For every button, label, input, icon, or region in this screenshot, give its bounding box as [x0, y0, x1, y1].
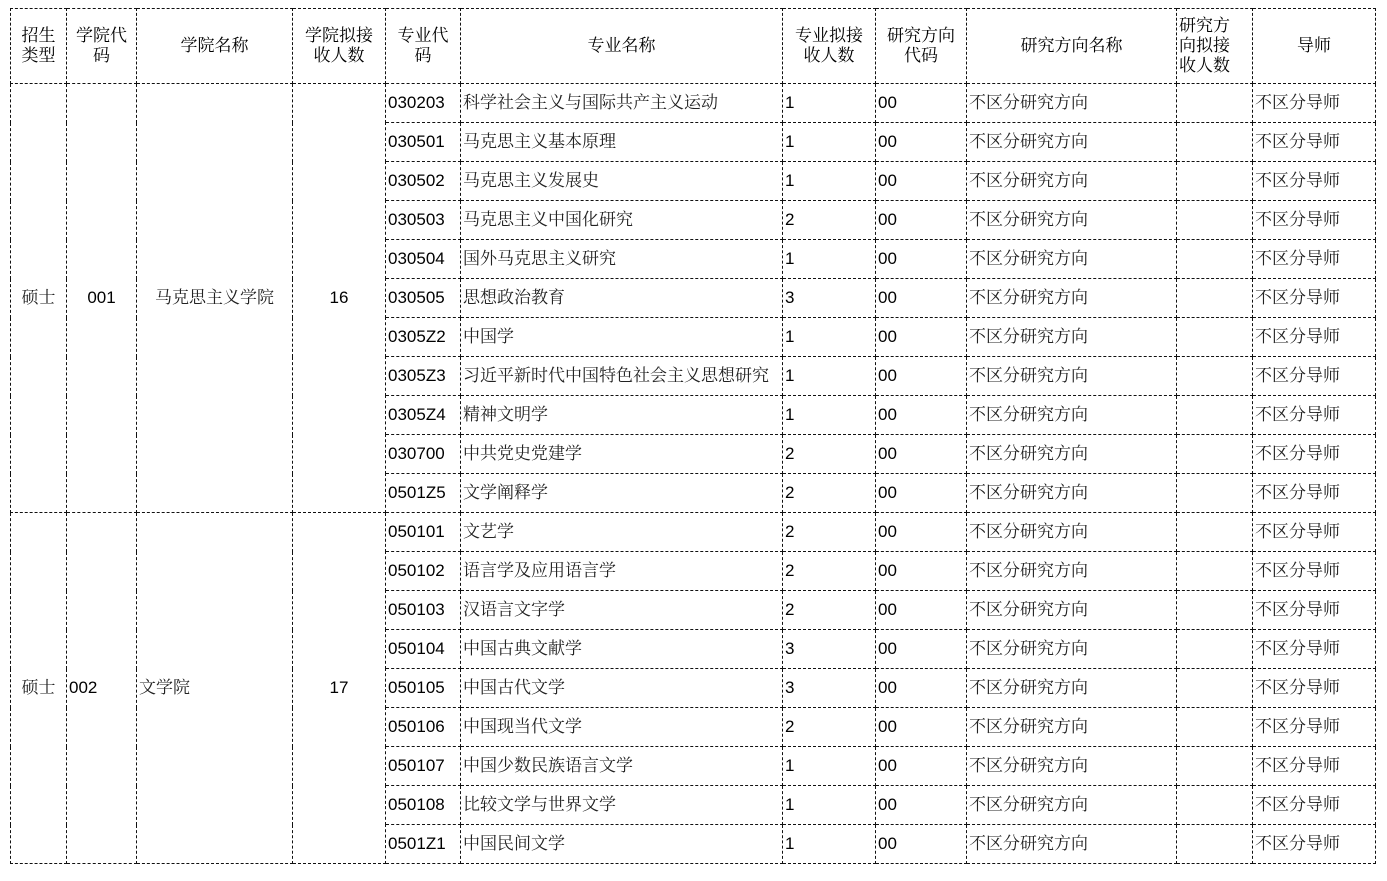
- cell-major-code: 0305Z2: [386, 318, 461, 357]
- cell-major-quota: 2: [783, 201, 876, 240]
- header-type: 招生 类型: [11, 9, 67, 84]
- cell-supervisor: 不区分导师: [1253, 513, 1376, 552]
- cell-direction-name: 不区分研究方向: [967, 396, 1177, 435]
- header-supervisor: 导师: [1253, 9, 1376, 84]
- cell-direction-code: 00: [876, 747, 967, 786]
- cell-major-name: 精神文明学: [461, 396, 783, 435]
- cell-major-name: 习近平新时代中国特色社会主义思想研究: [461, 357, 783, 396]
- cell-college-name: 马克思主义学院: [137, 84, 293, 513]
- cell-direction-name: 不区分研究方向: [967, 357, 1177, 396]
- cell-direction-code: 00: [876, 825, 967, 864]
- table-row: [11, 84, 1376, 123]
- cell-major-quota: 1: [783, 786, 876, 825]
- cell-major-code: 050108: [386, 786, 461, 825]
- cell-major-code: 030505: [386, 279, 461, 318]
- header-direction-quota: 研究方 向拟接 收人数: [1177, 9, 1253, 84]
- cell-direction-code: 00: [876, 591, 967, 630]
- cell-direction-name: 不区分研究方向: [967, 123, 1177, 162]
- cell-direction-name: 不区分研究方向: [967, 747, 1177, 786]
- cell-supervisor: 不区分导师: [1253, 240, 1376, 279]
- cell-direction-quota: [1177, 357, 1253, 396]
- cell-major-name: 马克思主义基本原理: [461, 123, 783, 162]
- cell-major-name: 中国学: [461, 318, 783, 357]
- cell-college-quota: 16: [293, 84, 386, 513]
- cell-supervisor: 不区分导师: [1253, 825, 1376, 864]
- cell-major-name: 马克思主义发展史: [461, 162, 783, 201]
- cell-major-code: 050107: [386, 747, 461, 786]
- cell-supervisor: 不区分导师: [1253, 201, 1376, 240]
- cell-supervisor: 不区分导师: [1253, 786, 1376, 825]
- cell-direction-code: 00: [876, 669, 967, 708]
- header-college-code: 学院代 码: [67, 9, 137, 84]
- cell-direction-quota: [1177, 591, 1253, 630]
- cell-admission-type: 硕士: [11, 84, 67, 513]
- cell-direction-name: 不区分研究方向: [967, 591, 1177, 630]
- cell-direction-code: 00: [876, 552, 967, 591]
- cell-supervisor: 不区分导师: [1253, 708, 1376, 747]
- cell-direction-quota: [1177, 396, 1253, 435]
- cell-supervisor: 不区分导师: [1253, 591, 1376, 630]
- cell-major-name: 比较文学与世界文学: [461, 786, 783, 825]
- cell-direction-name: 不区分研究方向: [967, 162, 1177, 201]
- cell-direction-code: 00: [876, 396, 967, 435]
- cell-major-quota: 1: [783, 123, 876, 162]
- cell-direction-quota: [1177, 552, 1253, 591]
- cell-major-name: 思想政治教育: [461, 279, 783, 318]
- cell-supervisor: 不区分导师: [1253, 747, 1376, 786]
- cell-direction-name: 不区分研究方向: [967, 708, 1177, 747]
- admissions-table: [10, 8, 1376, 864]
- cell-major-name: 中国古代文学: [461, 669, 783, 708]
- cell-direction-quota: [1177, 513, 1253, 552]
- cell-major-quota: 1: [783, 240, 876, 279]
- cell-direction-name: 不区分研究方向: [967, 552, 1177, 591]
- table-row: [11, 513, 1376, 552]
- cell-major-name: 文艺学: [461, 513, 783, 552]
- cell-major-quota: 3: [783, 669, 876, 708]
- cell-direction-quota: [1177, 318, 1253, 357]
- cell-admission-type: 硕士: [11, 513, 67, 864]
- cell-direction-name: 不区分研究方向: [967, 240, 1177, 279]
- cell-direction-code: 00: [876, 630, 967, 669]
- cell-major-quota: 1: [783, 825, 876, 864]
- cell-college-quota: 17: [293, 513, 386, 864]
- header-college-quota: 学院拟接 收人数: [293, 9, 386, 84]
- cell-direction-quota: [1177, 786, 1253, 825]
- cell-direction-name: 不区分研究方向: [967, 513, 1177, 552]
- cell-direction-code: 00: [876, 435, 967, 474]
- cell-major-name: 中共党史党建学: [461, 435, 783, 474]
- cell-direction-quota: [1177, 201, 1253, 240]
- cell-major-code: 0501Z1: [386, 825, 461, 864]
- cell-direction-quota: [1177, 279, 1253, 318]
- cell-major-code: 030203: [386, 84, 461, 123]
- cell-direction-quota: [1177, 669, 1253, 708]
- cell-major-name: 科学社会主义与国际共产主义运动: [461, 84, 783, 123]
- cell-direction-name: 不区分研究方向: [967, 318, 1177, 357]
- cell-supervisor: 不区分导师: [1253, 123, 1376, 162]
- cell-major-quota: 1: [783, 396, 876, 435]
- cell-direction-code: 00: [876, 357, 967, 396]
- cell-supervisor: 不区分导师: [1253, 552, 1376, 591]
- header-direction-code: 研究方向 代码: [876, 9, 967, 84]
- cell-major-code: 030501: [386, 123, 461, 162]
- cell-supervisor: 不区分导师: [1253, 630, 1376, 669]
- cell-direction-quota: [1177, 240, 1253, 279]
- cell-major-quota: 1: [783, 357, 876, 396]
- cell-supervisor: 不区分导师: [1253, 162, 1376, 201]
- cell-major-name: 语言学及应用语言学: [461, 552, 783, 591]
- cell-major-code: 050105: [386, 669, 461, 708]
- cell-direction-code: 00: [876, 318, 967, 357]
- cell-direction-code: 00: [876, 708, 967, 747]
- cell-direction-code: 00: [876, 201, 967, 240]
- cell-major-code: 030502: [386, 162, 461, 201]
- cell-direction-quota: [1177, 708, 1253, 747]
- cell-direction-name: 不区分研究方向: [967, 825, 1177, 864]
- cell-college-name: 文学院: [137, 513, 293, 864]
- cell-major-quota: 1: [783, 318, 876, 357]
- cell-direction-name: 不区分研究方向: [967, 786, 1177, 825]
- cell-direction-quota: [1177, 825, 1253, 864]
- cell-direction-quota: [1177, 84, 1253, 123]
- cell-major-quota: 2: [783, 708, 876, 747]
- header-major-quota: 专业拟接 收人数: [783, 9, 876, 84]
- cell-major-code: 0501Z5: [386, 474, 461, 513]
- cell-major-quota: 3: [783, 630, 876, 669]
- cell-direction-quota: [1177, 435, 1253, 474]
- cell-supervisor: 不区分导师: [1253, 474, 1376, 513]
- cell-direction-code: 00: [876, 84, 967, 123]
- cell-major-code: 030700: [386, 435, 461, 474]
- cell-direction-code: 00: [876, 786, 967, 825]
- cell-major-code: 0305Z4: [386, 396, 461, 435]
- header-major-code: 专业代 码: [386, 9, 461, 84]
- cell-direction-name: 不区分研究方向: [967, 201, 1177, 240]
- cell-major-name: 中国民间文学: [461, 825, 783, 864]
- cell-major-code: 050102: [386, 552, 461, 591]
- cell-direction-code: 00: [876, 474, 967, 513]
- cell-direction-name: 不区分研究方向: [967, 630, 1177, 669]
- cell-direction-code: 00: [876, 513, 967, 552]
- cell-major-name: 中国现当代文学: [461, 708, 783, 747]
- cell-direction-quota: [1177, 162, 1253, 201]
- cell-major-code: 0305Z3: [386, 357, 461, 396]
- cell-direction-code: 00: [876, 240, 967, 279]
- cell-major-code: 050101: [386, 513, 461, 552]
- cell-direction-quota: [1177, 747, 1253, 786]
- cell-supervisor: 不区分导师: [1253, 318, 1376, 357]
- cell-supervisor: 不区分导师: [1253, 435, 1376, 474]
- cell-major-quota: 3: [783, 279, 876, 318]
- cell-direction-name: 不区分研究方向: [967, 669, 1177, 708]
- cell-direction-quota: [1177, 630, 1253, 669]
- cell-direction-quota: [1177, 474, 1253, 513]
- cell-supervisor: 不区分导师: [1253, 279, 1376, 318]
- cell-major-quota: 2: [783, 513, 876, 552]
- cell-direction-code: 00: [876, 279, 967, 318]
- table-body: [11, 84, 1376, 864]
- table-header: [11, 9, 1376, 84]
- cell-direction-quota: [1177, 123, 1253, 162]
- cell-direction-code: 00: [876, 162, 967, 201]
- header-direction-name: 研究方向名称: [967, 9, 1177, 84]
- cell-major-quota: 2: [783, 552, 876, 591]
- cell-major-code: 050106: [386, 708, 461, 747]
- cell-major-quota: 2: [783, 435, 876, 474]
- cell-major-code: 030503: [386, 201, 461, 240]
- cell-major-code: 030504: [386, 240, 461, 279]
- cell-major-quota: 1: [783, 162, 876, 201]
- cell-supervisor: 不区分导师: [1253, 357, 1376, 396]
- cell-major-quota: 1: [783, 84, 876, 123]
- cell-major-name: 文学阐释学: [461, 474, 783, 513]
- cell-major-quota: 2: [783, 474, 876, 513]
- cell-direction-code: 00: [876, 123, 967, 162]
- header-major-name: 专业名称: [461, 9, 783, 84]
- cell-major-code: 050103: [386, 591, 461, 630]
- cell-major-name: 马克思主义中国化研究: [461, 201, 783, 240]
- cell-major-name: 中国少数民族语言文学: [461, 747, 783, 786]
- cell-supervisor: 不区分导师: [1253, 669, 1376, 708]
- cell-major-name: 中国古典文献学: [461, 630, 783, 669]
- cell-college-code: 002: [67, 513, 137, 864]
- cell-direction-name: 不区分研究方向: [967, 474, 1177, 513]
- cell-direction-name: 不区分研究方向: [967, 84, 1177, 123]
- cell-major-quota: 1: [783, 747, 876, 786]
- cell-college-code: 001: [67, 84, 137, 513]
- cell-major-name: 国外马克思主义研究: [461, 240, 783, 279]
- cell-major-name: 汉语言文字学: [461, 591, 783, 630]
- header-college-name: 学院名称: [137, 9, 293, 84]
- cell-direction-name: 不区分研究方向: [967, 279, 1177, 318]
- cell-major-code: 050104: [386, 630, 461, 669]
- cell-major-quota: 2: [783, 591, 876, 630]
- cell-supervisor: 不区分导师: [1253, 84, 1376, 123]
- cell-supervisor: 不区分导师: [1253, 396, 1376, 435]
- cell-direction-name: 不区分研究方向: [967, 435, 1177, 474]
